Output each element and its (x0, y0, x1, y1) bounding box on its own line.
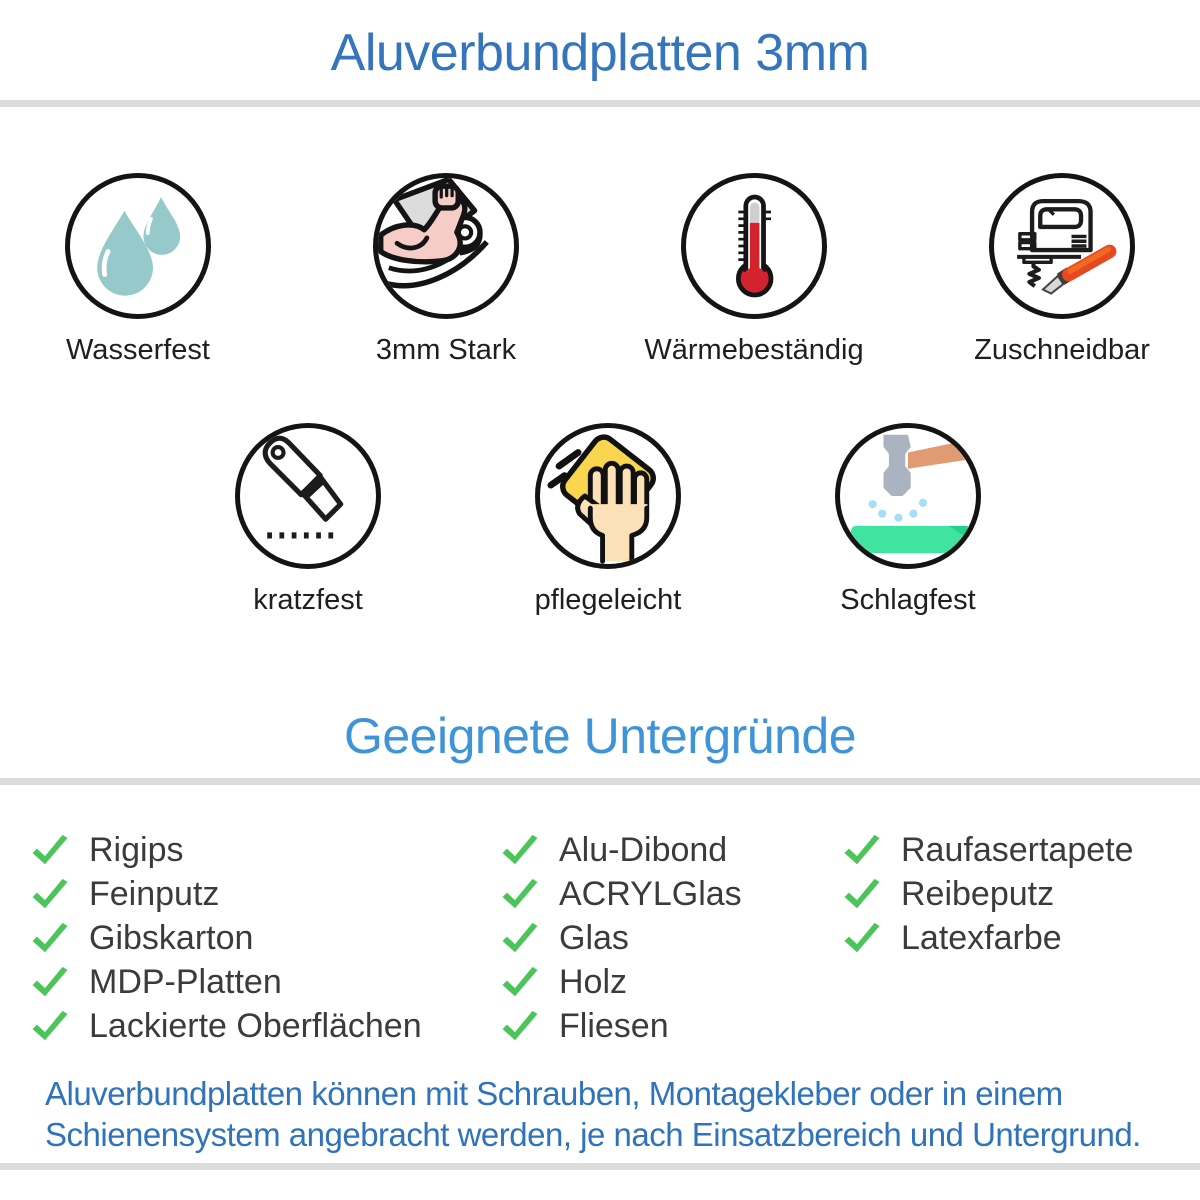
muscle-arm-icon (373, 173, 519, 319)
jigsaw-icon (989, 173, 1135, 319)
utility-knife-icon (235, 423, 381, 569)
checkmark-icon (842, 878, 882, 911)
list-item (30, 873, 500, 917)
checkmark-icon (30, 834, 70, 867)
list-item (500, 1005, 842, 1049)
checkmark-icon (500, 966, 540, 999)
checkmark-icon (500, 1010, 540, 1043)
substrate-label: Lackierte Oberflächen (89, 1007, 422, 1046)
checkmark-icon (30, 966, 70, 999)
list-item (842, 917, 1192, 961)
divider-middle (0, 778, 1200, 785)
substrate-label: Holz (559, 963, 628, 1002)
list-item (30, 917, 500, 961)
thermometer-icon (681, 173, 827, 319)
feature-row-2 (0, 423, 1200, 617)
substrate-label: MDP-Platten (89, 963, 282, 1002)
feature-kratzfest (228, 423, 388, 617)
list-item (30, 1005, 500, 1049)
feature-label: 3mm Stark (375, 333, 517, 366)
page-title: Aluverbundplatten 3mm (330, 24, 870, 82)
substrates-column-1 (30, 829, 500, 1049)
substrates-column-2 (500, 829, 842, 1049)
list-item (500, 961, 842, 1005)
feature-3mm-stark (366, 173, 526, 367)
substrate-label: Reibeputz (901, 875, 1055, 914)
substrate-label: Alu-Dibond (559, 831, 728, 870)
checkmark-icon (500, 922, 540, 955)
feature-label: Wärmebeständig (644, 333, 864, 366)
checkmark-icon (842, 834, 882, 867)
substrate-label: Glas (559, 919, 629, 958)
substrate-label: ACRYLGlas (559, 875, 742, 914)
cleaning-hand-icon (535, 423, 681, 569)
checkmark-icon (500, 834, 540, 867)
substrate-label: Rigips (89, 831, 184, 870)
substrate-label: Gibskarton (89, 919, 254, 958)
section-title-untergruende: Geeignete Untergründe (343, 707, 857, 764)
substrate-label: Feinputz (89, 875, 220, 914)
list-item (842, 873, 1192, 917)
feature-label: Wasserfest (66, 333, 210, 366)
checkmark-icon (30, 878, 70, 911)
divider-bottom (0, 1163, 1200, 1170)
list-item (842, 829, 1192, 873)
list-item (500, 917, 842, 961)
feature-row-1 (0, 173, 1200, 367)
list-item (30, 961, 500, 1005)
checkmark-icon (842, 922, 882, 955)
feature-zuschneidbar (974, 173, 1150, 367)
checkmark-icon (30, 1010, 70, 1043)
feature-label: Schlagfest (840, 583, 976, 616)
feature-pflegeleicht (528, 423, 688, 617)
feature-label: kratzfest (253, 583, 363, 616)
substrate-label: Raufasertapete (901, 831, 1134, 870)
feature-label: pflegeleicht (534, 583, 682, 616)
feature-wasserfest (58, 173, 218, 367)
checkmark-icon (30, 922, 70, 955)
checkmark-icon (500, 878, 540, 911)
substrates-list (0, 785, 1200, 1049)
list-item (500, 873, 842, 917)
hammer-icon (835, 423, 981, 569)
substrate-label: Fliesen (559, 1007, 669, 1046)
divider-top (0, 100, 1200, 107)
list-item (30, 829, 500, 873)
feature-waermebestaendig (644, 173, 864, 367)
water-drops-icon (65, 173, 211, 319)
feature-schlagfest (828, 423, 988, 617)
substrate-label: Latexfarbe (901, 919, 1062, 958)
mounting-note: Aluverbundplatten können mit Schrauben, Montagekleber oder in einem Schienensystem angebracht werden, je nach Einsatzbereich und Untergrund. (45, 1074, 1141, 1153)
list-item (500, 829, 842, 873)
substrates-column-3 (842, 829, 1192, 1049)
feature-label: Zuschneidbar (974, 333, 1150, 366)
